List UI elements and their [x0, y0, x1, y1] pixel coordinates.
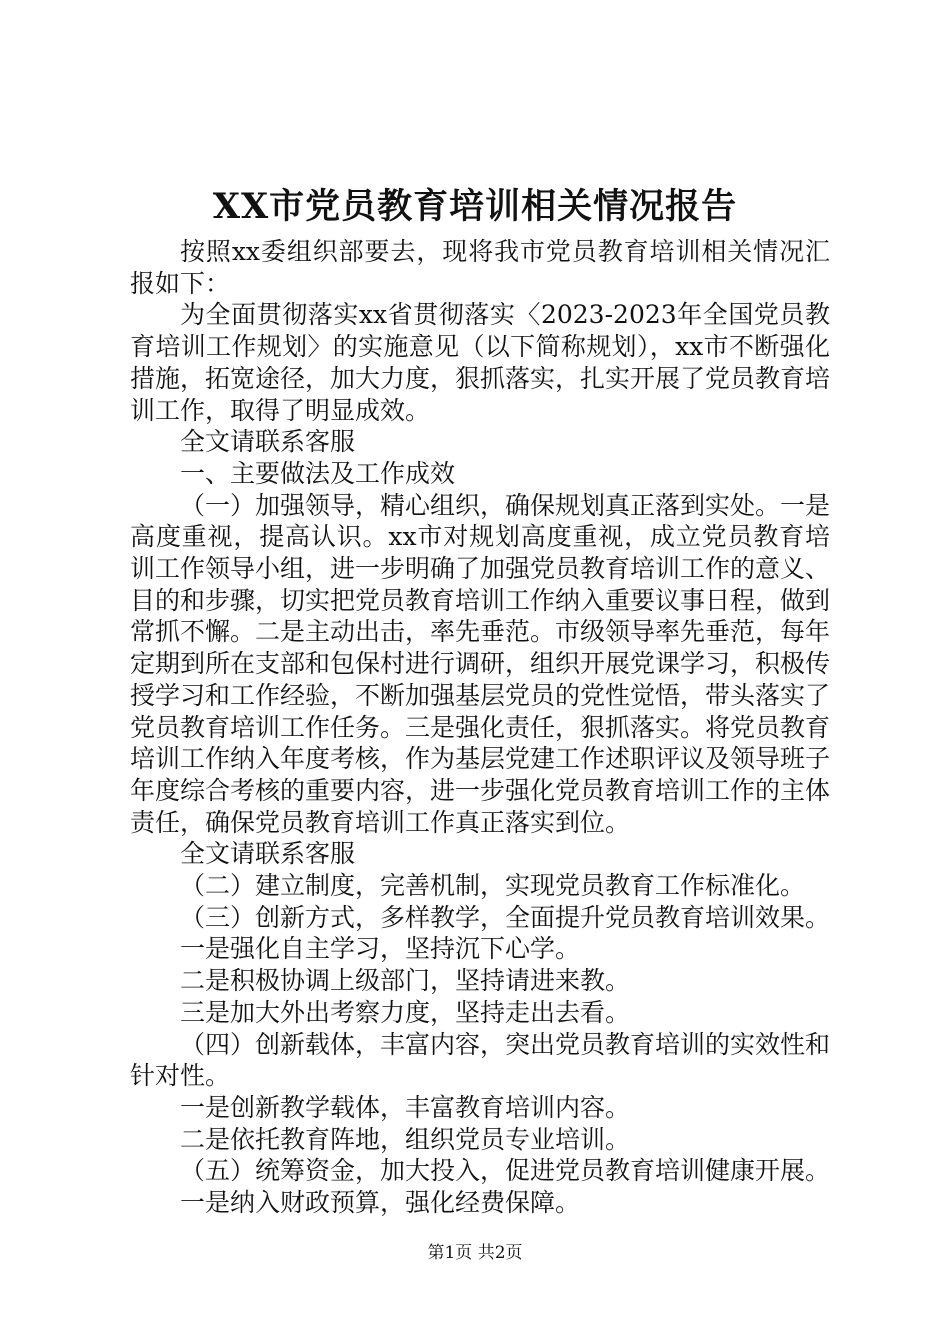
list-item: 一是创新教学载体，丰富教育培训内容。 — [180, 1092, 631, 1122]
list-item: 三是加大外出考察力度，坚持走出去看。 — [180, 997, 631, 1027]
list-item: 二是积极协调上级部门，坚持请进来教。 — [180, 966, 631, 996]
subsection-heading: （五）统筹资金，加大投入，促进党员教育培训健康开展。 — [180, 1156, 831, 1186]
paragraph: （一）加强领导，精心组织，确保规划真正落到实处。一是高度重视，提高认识。xx市对规划高度重视，成立党员教育培训工作领导小组，进一步明确了加强党员教育培训工作的意义、目的和步骤，切实把党员教育培训工作纳入重要议事日程，做到常抓不懈。二是主动出击，率先垂范。市级领导率先垂范，每年定期到所在支部和包保村进行调研，组织开展党课学习，积极传授学习和工作经验，不断加强基层党员的党性觉悟，带头落实了党员教育培训工作任务。三是强化责任，狠抓落实。将党员教育培训工作纳入年度考核，作为基层党建工作述职评议及领导班子年度综合考核的重要内容，进一步强化党员教育培训工作的主体责任，确保党员教育培训工作真正落实到位。 — [130, 490, 831, 837]
contact-notice: 全文请联系客服 — [180, 839, 356, 869]
subsection-heading: （四）创新载体，丰富内容，突出党员教育培训的实效性和针对性。 — [130, 1029, 831, 1091]
page-number: 第1页 共2页 — [427, 1243, 523, 1263]
document-body — [130, 236, 830, 1219]
list-item: 一是强化自主学习，坚持沉下心学。 — [180, 934, 581, 964]
paragraph: 为全面贯彻落实xx省贯彻落实〈2023-2023年全国党员教育培训工作规划〉的实施意见（以下简称规划），xx市不断强化措施，拓宽途径，加大力度，狠抓落实，扎实开展了党员教育培训工作，取得了明显成效。 — [130, 300, 831, 425]
contact-notice: 全文请联系客服 — [180, 427, 356, 457]
subsection-heading: （三）创新方式，多样教学，全面提升党员教育培训效果。 — [180, 902, 831, 932]
document-title: XX市党员教育培训相关情况报告 — [212, 186, 738, 227]
paragraph: 按照xx委组织部要去，现将我市党员教育培训相关情况汇报如下： — [130, 237, 830, 298]
list-item: 二是依托教育阵地，组织党员专业培训。 — [180, 1124, 631, 1154]
subsection-heading: （二）建立制度，完善机制，实现党员教育工作标准化。 — [180, 871, 806, 901]
list-item: 一是纳入财政预算，强化经费保障。 — [180, 1188, 581, 1218]
section-heading: 一、主要做法及工作成效 — [180, 458, 456, 488]
